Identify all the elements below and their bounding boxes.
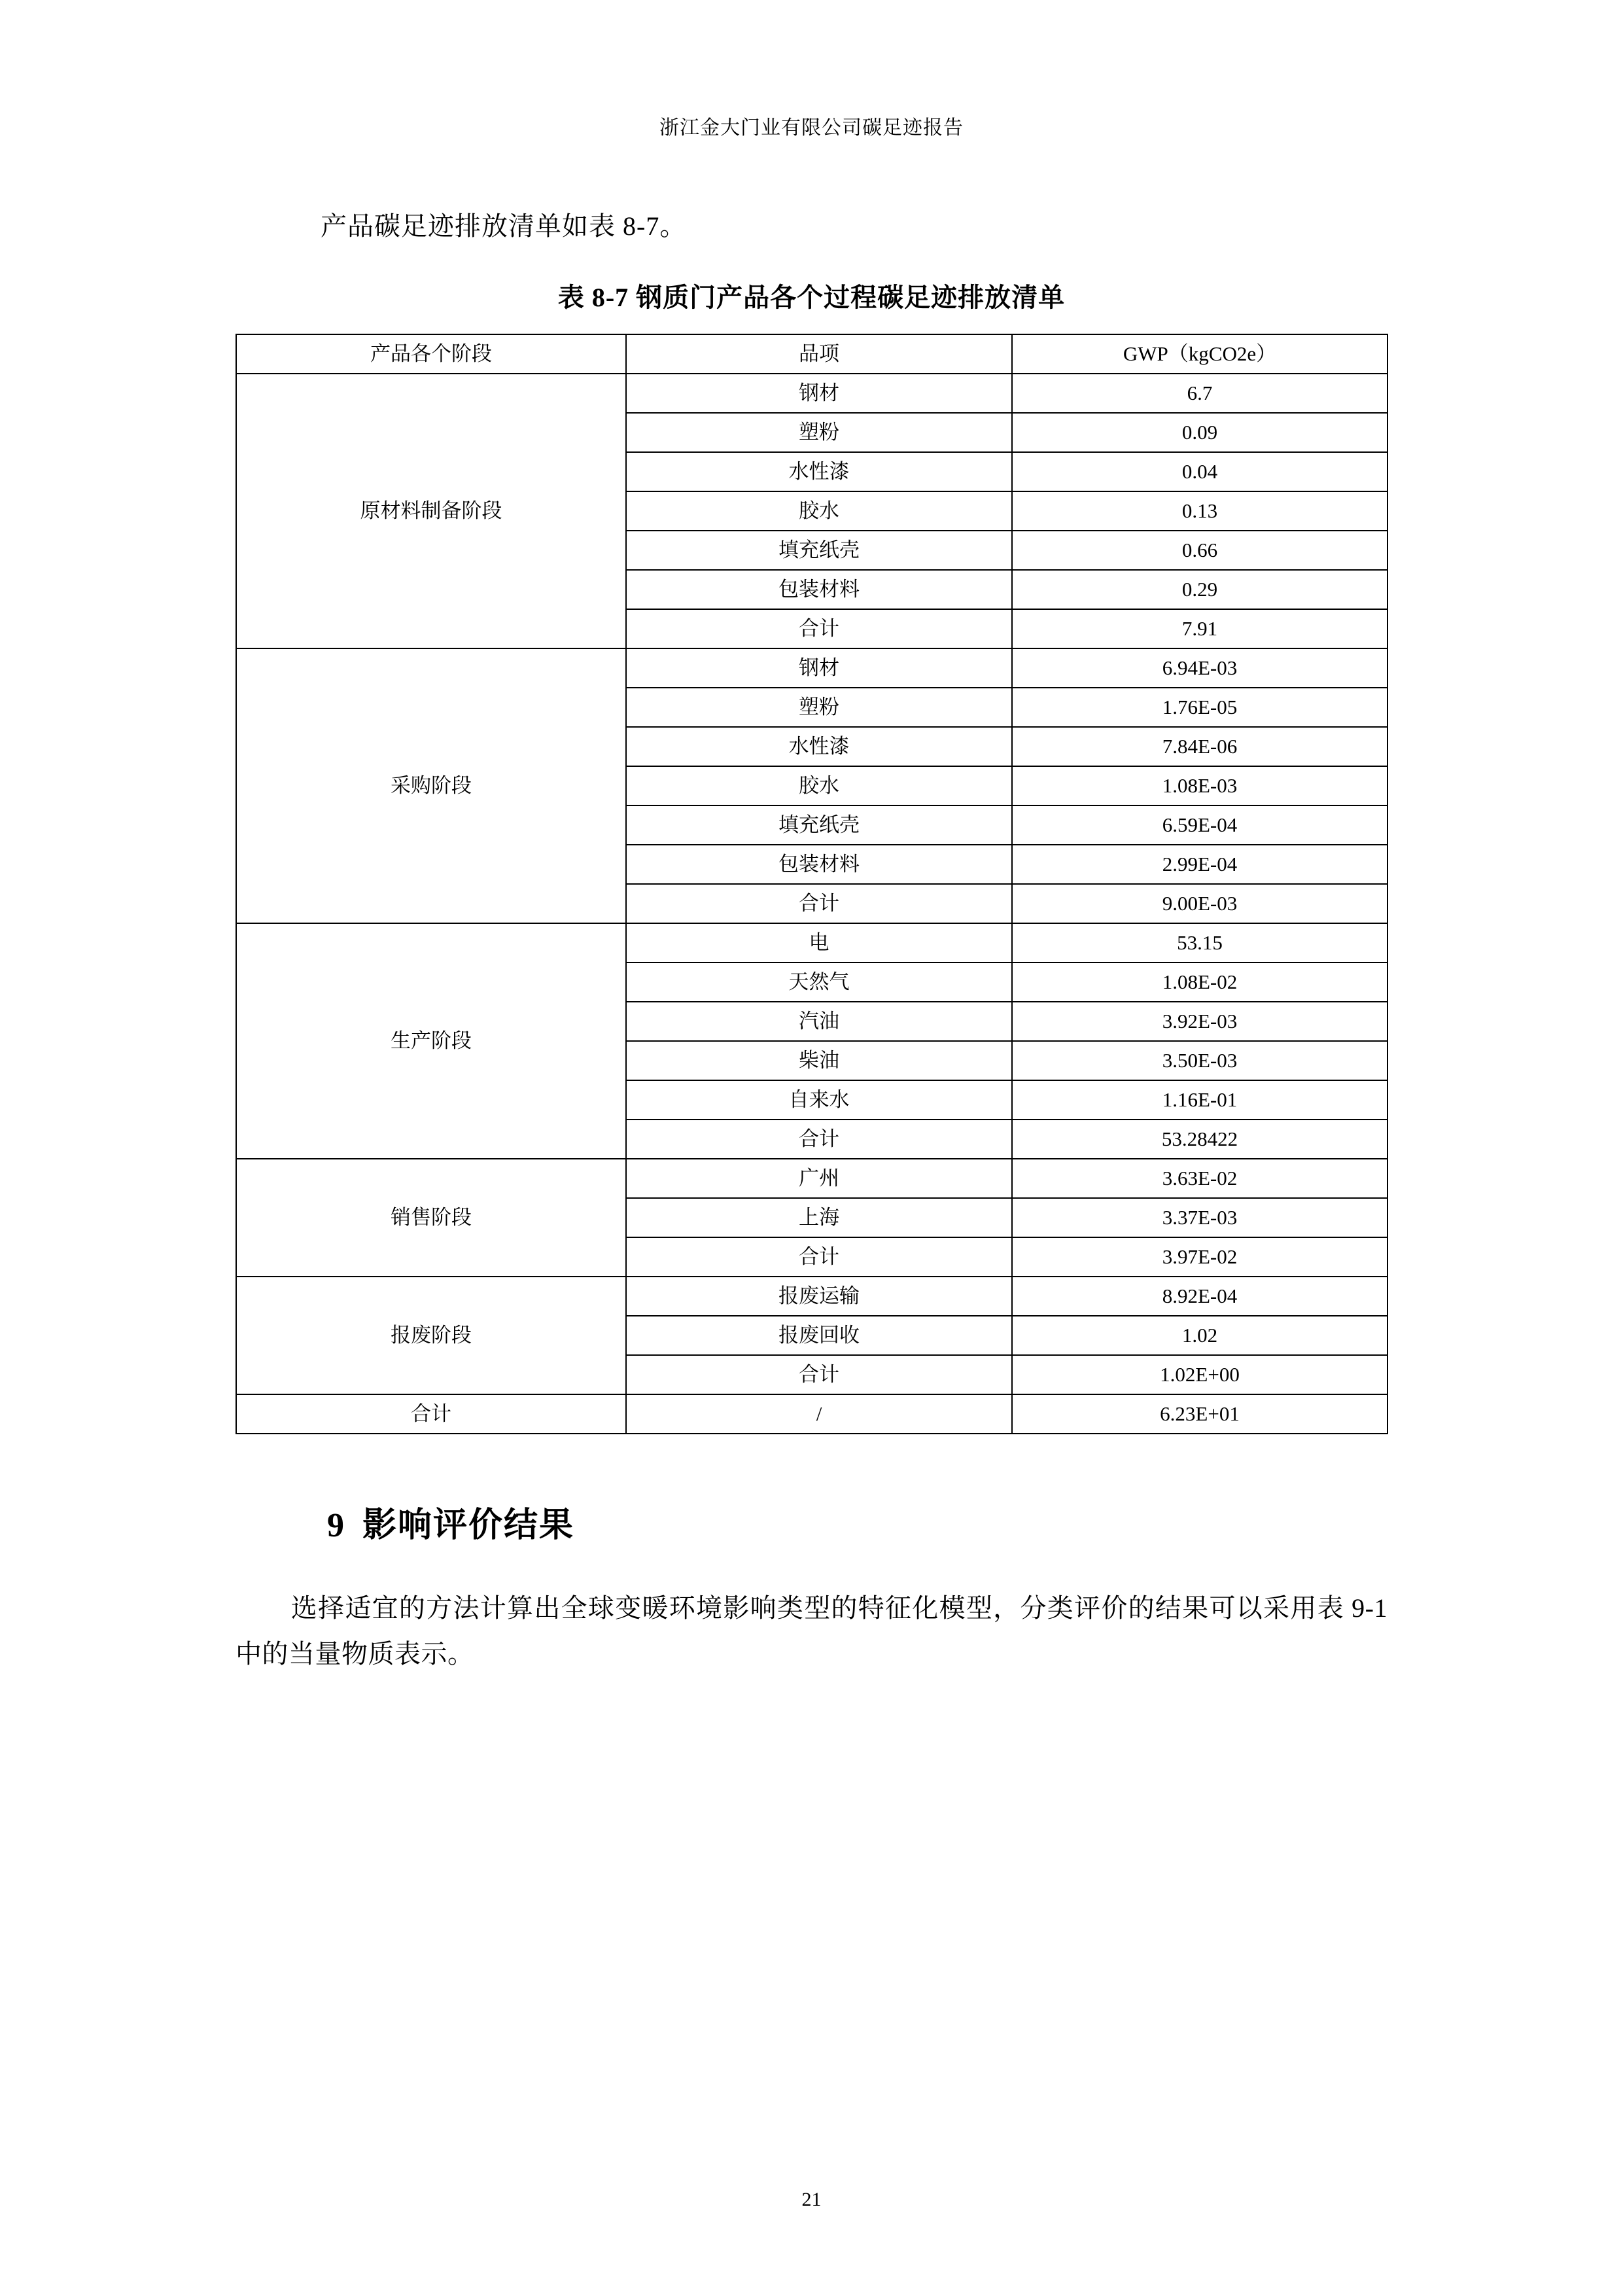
gwp-cell: 3.63E-02 (1012, 1159, 1387, 1198)
item-cell: 合计 (626, 1237, 1012, 1277)
gwp-cell: 0.66 (1012, 531, 1387, 570)
item-cell: 塑粉 (626, 413, 1012, 452)
total-gwp-cell: 6.23E+01 (1012, 1394, 1387, 1434)
item-cell: 胶水 (626, 491, 1012, 531)
stage-cell: 销售阶段 (236, 1159, 626, 1277)
item-cell: 胶水 (626, 766, 1012, 805)
page-number: 21 (801, 2189, 822, 2210)
gwp-cell: 1.02 (1012, 1316, 1387, 1355)
carbon-footprint-table (236, 334, 1388, 1434)
item-cell: 合计 (626, 609, 1012, 648)
item-cell: 合计 (626, 1120, 1012, 1159)
item-cell: 钢材 (626, 374, 1012, 413)
total-stage-cell: 合计 (236, 1394, 626, 1434)
gwp-cell: 1.02E+00 (1012, 1355, 1387, 1394)
item-cell: 上海 (626, 1198, 1012, 1237)
table-caption: 表 8-7 钢质门产品各个过程碳足迹排放清单 (557, 283, 1066, 312)
section-title-text: 影响评价结果 (362, 1507, 575, 1544)
item-cell: 水性漆 (626, 727, 1012, 766)
gwp-cell: 53.28422 (1012, 1120, 1387, 1159)
gwp-cell: 0.04 (1012, 452, 1387, 491)
item-cell: 包装材料 (626, 570, 1012, 609)
gwp-cell: 0.13 (1012, 491, 1387, 531)
item-cell: 包装材料 (626, 845, 1012, 884)
item-cell: 水性漆 (626, 452, 1012, 491)
gwp-cell: 3.97E-02 (1012, 1237, 1387, 1277)
table-header-row (236, 334, 1387, 374)
stage-cell: 报废阶段 (236, 1277, 626, 1394)
item-cell: 填充纸壳 (626, 531, 1012, 570)
gwp-cell: 7.91 (1012, 609, 1387, 648)
table-row (236, 1159, 1387, 1198)
total-item-cell: / (626, 1394, 1012, 1434)
column-header-item: 品项 (626, 334, 1012, 374)
table-total-row (236, 1394, 1387, 1434)
gwp-cell: 1.08E-03 (1012, 766, 1387, 805)
gwp-cell: 9.00E-03 (1012, 884, 1387, 923)
paragraph-text: 选择适宜的方法计算出全球变暖环境影响类型的特征化模型，分类评价的结果可以采用表 9-1 中的当量物质表示。 (236, 1593, 1387, 1669)
stage-cell: 采购阶段 (236, 648, 626, 923)
item-cell: 合计 (626, 884, 1012, 923)
table-row (236, 1277, 1387, 1316)
gwp-cell: 8.92E-04 (1012, 1277, 1387, 1316)
item-cell: 合计 (626, 1355, 1012, 1394)
gwp-cell: 3.92E-03 (1012, 1002, 1387, 1041)
item-cell: 塑粉 (626, 688, 1012, 727)
item-cell: 报废回收 (626, 1316, 1012, 1355)
gwp-cell: 2.99E-04 (1012, 845, 1387, 884)
gwp-cell: 53.15 (1012, 923, 1387, 963)
gwp-cell: 0.09 (1012, 413, 1387, 452)
item-cell: 天然气 (626, 963, 1012, 1002)
section-number: 9 (327, 1507, 345, 1544)
table-row (236, 923, 1387, 963)
item-cell: 钢材 (626, 648, 1012, 688)
gwp-cell: 7.84E-06 (1012, 727, 1387, 766)
item-cell: 报废运输 (626, 1277, 1012, 1316)
column-header-stage: 产品各个阶段 (236, 334, 626, 374)
item-cell: 汽油 (626, 1002, 1012, 1041)
table-row (236, 374, 1387, 413)
running-header: 浙江金大门业有限公司碳足迹报告 (659, 117, 964, 139)
intro-paragraph: 产品碳足迹排放清单如表 8-7。 (321, 211, 687, 241)
item-cell: 广州 (626, 1159, 1012, 1198)
stage-cell: 原材料制备阶段 (236, 374, 626, 648)
gwp-cell: 6.94E-03 (1012, 648, 1387, 688)
item-cell: 填充纸壳 (626, 805, 1012, 845)
gwp-cell: 6.7 (1012, 374, 1387, 413)
section-paragraph (236, 1585, 1387, 1677)
gwp-cell: 1.08E-02 (1012, 963, 1387, 1002)
gwp-cell: 3.50E-03 (1012, 1041, 1387, 1080)
item-cell: 电 (626, 923, 1012, 963)
table-row (236, 648, 1387, 688)
column-header-gwp: GWP（kgCO2e） (1012, 334, 1387, 374)
item-cell: 柴油 (626, 1041, 1012, 1080)
gwp-cell: 1.16E-01 (1012, 1080, 1387, 1120)
gwp-cell: 6.59E-04 (1012, 805, 1387, 845)
gwp-cell: 1.76E-05 (1012, 688, 1387, 727)
stage-cell: 生产阶段 (236, 923, 626, 1159)
section-heading (327, 1497, 1387, 1546)
gwp-cell: 3.37E-03 (1012, 1198, 1387, 1237)
item-cell: 自来水 (626, 1080, 1012, 1120)
gwp-cell: 0.29 (1012, 570, 1387, 609)
